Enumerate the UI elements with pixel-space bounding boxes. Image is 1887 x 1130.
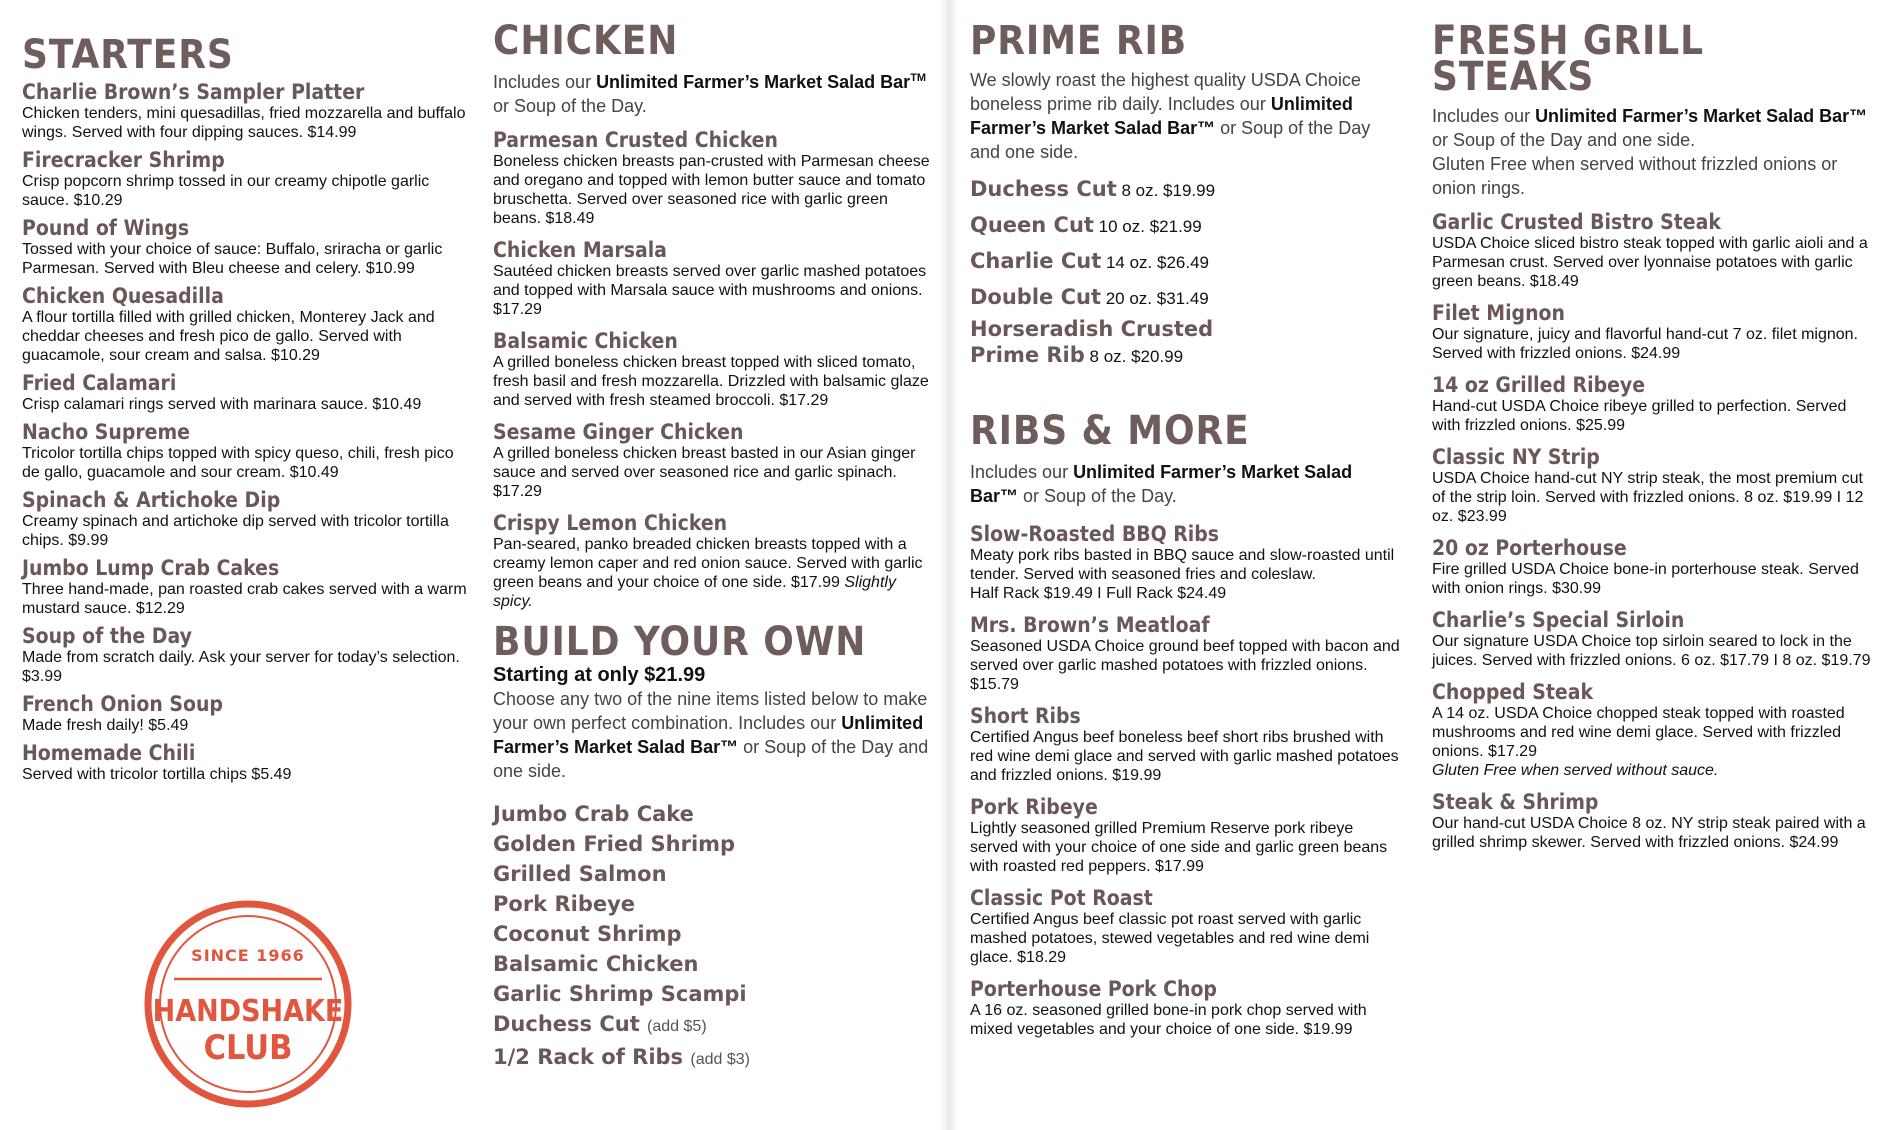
prime-rib-title: PRIME RIB — [970, 18, 1188, 64]
byo-item: Duchess Cut (add $5) — [493, 1012, 707, 1036]
prime-rib-cut: Double Cut 20 oz. $31.49 — [970, 285, 1209, 309]
byo-intro: Choose any two of the nine items listed below to make your own perfect combination. Includes our Unlimited Farmer’s Market Salad Bar™ or Soup of the Day and one side. — [493, 689, 929, 781]
menu-item — [1432, 445, 1877, 526]
prime-rib-cuts — [970, 172, 1400, 316]
menu-item-description: Certified Angus beef classic pot roast served with garlic mashed potatoes, stewed vegetables and red wine demi glace. $18.29 — [970, 911, 1370, 966]
byo-item: Jumbo Crab Cake — [493, 802, 694, 826]
menu-item-name: 14 oz Grilled Ribeye — [1432, 373, 1646, 397]
menu-item-name: Short Ribs — [970, 704, 1081, 728]
stamp-line1: HANDSHAKE — [152, 994, 344, 1029]
menu-item — [493, 511, 938, 611]
prime-rib-cut: Charlie Cut 14 oz. $26.49 — [970, 249, 1210, 273]
steaks-column — [1432, 20, 1877, 862]
menu-item — [970, 977, 1400, 1039]
menu-item-description: Seasoned USDA Choice ground beef topped with bacon and served over garlic mashed potatoes with frizzled onions. $15.79 — [970, 638, 1400, 693]
menu-item — [493, 329, 938, 410]
menu-item — [970, 795, 1400, 876]
menu-item-description: Lightly seasoned grilled Premium Reserve pork ribeye served with your choice of one side and garlic green beans with roasted red peppers. $17.99 — [970, 820, 1388, 875]
menu-item-name: Charlie’s Special Sirloin — [1432, 608, 1685, 632]
menu-item-description: Crisp calamari rings served with marinara sauce. $10.49 — [22, 396, 422, 413]
menu-item-name: Crispy Lemon Chicken — [493, 511, 728, 535]
horseradish-name-1: Horseradish Crusted — [970, 317, 1214, 341]
menu-item-name: Jumbo Lump Crab Cakes — [22, 556, 280, 580]
menu-item-name: Spinach & Artichoke Dip — [22, 488, 281, 512]
menu-item-description: A grilled boneless chicken breast topped with sliced tomato, fresh basil and fresh mozzarella. Drizzled with balsamic glaze and served with fresh steamed broccoli. $17.29 — [493, 354, 929, 409]
menu-item-name: Nacho Supreme — [22, 420, 190, 444]
prime-rib-column — [970, 20, 1400, 1049]
menu-item — [1432, 536, 1877, 598]
byo-title: BUILD YOUR OWN — [493, 619, 867, 665]
menu-item — [22, 556, 467, 618]
byo-item: 1/2 Rack of Ribs (add $3) — [493, 1045, 750, 1069]
menu-item — [1432, 210, 1877, 291]
menu-item-name: Filet Mignon — [1432, 301, 1565, 325]
steaks-gluten-note: Gluten Free when served without frizzled onions or onion rings. — [1432, 154, 1838, 198]
menu-item-description: USDA Choice hand-cut NY strip steak, the most premium cut of the strip loin. Served with frizzled onions. 8 oz. $19.99 I 12 oz. $23.99 — [1432, 470, 1864, 525]
menu-item-description: Served with tricolor tortilla chips $5.49 — [22, 766, 292, 783]
menu-item-name: Mrs. Brown’s Meatloaf — [970, 613, 1210, 637]
menu-item-description: Tricolor tortilla chips topped with spicy queso, chili, fresh pico de gallo, guacamole and sour cream. $10.49 — [22, 445, 454, 481]
byo-item: Coconut Shrimp — [493, 922, 682, 946]
ribs-title: RIBS & MORE — [970, 408, 1250, 454]
menu-item — [22, 420, 467, 482]
prime-rib-cut: Duchess Cut 8 oz. $19.99 — [970, 177, 1216, 201]
chicken-column — [493, 20, 938, 1075]
menu-item-description: Hand-cut USDA Choice ribeye grilled to perfection. Served with frizzled onions. $25.99 — [1432, 398, 1847, 434]
menu-item-name: Slow-Roasted BBQ Ribs — [970, 522, 1220, 546]
byo-item: Pork Ribeye — [493, 892, 636, 916]
steaks-title-2: STEAKS — [1432, 54, 1595, 100]
menu-item — [1432, 608, 1877, 670]
menu-item-name: 20 oz Porterhouse — [1432, 536, 1627, 560]
menu-item — [22, 624, 467, 686]
menu-item-description: Made from scratch daily. Ask your server for today’s selection. $3.99 — [22, 649, 460, 685]
menu-item-description: Sautéed chicken breasts served over garlic mashed potatoes and topped with Marsala sauce with mushrooms and onions. $17.29 — [493, 263, 927, 318]
menu-item-description: Made fresh daily! $5.49 — [22, 717, 189, 734]
menu-item-description: A 16 oz. seasoned grilled bone-in pork chop served with mixed vegetables and your choice of one side. $19.99 — [970, 1002, 1367, 1038]
byo-item: Grilled Salmon — [493, 862, 667, 886]
menu-item-description: USDA Choice sliced bistro steak topped with garlic aioli and a Parmesan crust. Served over lyonnaise potatoes with garlic green beans. $18.49 — [1432, 235, 1868, 290]
chicken-title: CHICKEN — [493, 18, 679, 64]
menu-item-description: Our signature USDA Choice top sirloin seared to lock in the juices. Served with frizzled onions. 6 oz. $17.79 I 8 oz. $19.79 — [1432, 633, 1871, 669]
steaks-list — [1432, 210, 1877, 852]
ribs-intro: Includes our Unlimited Farmer’s Market Salad Bar™ or Soup of the Day. — [970, 462, 1353, 506]
menu-item-prices: Half Rack $19.49 I Full Rack $24.49 — [970, 585, 1227, 602]
chicken-list — [493, 128, 938, 611]
steaks-title-1: FRESH GRILL — [1432, 18, 1704, 64]
menu-item — [22, 284, 467, 365]
prime-rib-intro: We slowly roast the highest quality USDA Choice boneless prime rib daily. Includes our Unlimited Farmer’s Market Salad Bar™ or Soup of the Day and one side. — [970, 70, 1371, 162]
menu-item-description: Certified Angus beef boneless beef short ribs brushed with red wine demi glace and served with garlic mashed potatoes and frizzled onions. $19.99 — [970, 729, 1399, 784]
menu-item-name: Steak & Shrimp — [1432, 790, 1599, 814]
chicken-intro: Includes our Unlimited Farmer’s Market Salad Bar™ or Soup of the Day. — [493, 72, 927, 116]
menu-item-name: Classic NY Strip — [1432, 445, 1600, 469]
steaks-intro: Includes our Unlimited Farmer’s Market Salad Bar™ or Soup of the Day and one side. — [1432, 106, 1868, 150]
menu-item-note: Slightly spicy. — [493, 574, 896, 610]
menu-item-name: Parmesan Crusted Chicken — [493, 128, 778, 152]
horseradish-line-2: Prime Rib 8 oz. $20.99 — [970, 343, 1184, 367]
menu-item-description: Fire grilled USDA Choice bone-in porterhouse steak. Served with onion rings. $30.99 — [1432, 561, 1859, 597]
menu-item-name: Pork Ribeye — [970, 795, 1098, 819]
byo-subtitle: Starting at only $21.99 — [493, 664, 706, 686]
menu-item — [970, 522, 1400, 603]
menu-item — [493, 128, 938, 228]
prime-rib-cut: Queen Cut 10 oz. $21.99 — [970, 213, 1202, 237]
menu-item-description: Three hand-made, pan roasted crab cakes served with a warm mustard sauce. $12.29 — [22, 581, 467, 617]
menu-item-name: Classic Pot Roast — [970, 886, 1153, 910]
menu-item-description: A 14 oz. USDA Choice chopped steak topped with roasted mushrooms and red wine demi glace. Served with frizzled onions. $17.29 Gluten Free when served without sauce. — [1432, 704, 1877, 780]
menu-item — [22, 80, 467, 142]
menu-item-description: Boneless chicken breasts pan-crusted with Parmesan cheese and oregano and topped with lemon butter sauce and tomato bruschetta. Served over seasoned rice with garlic green beans. $18.49 — [493, 153, 930, 227]
menu-item-name: Chopped Steak — [1432, 680, 1594, 704]
starters-list — [22, 80, 467, 784]
menu-item-description: Our signature, juicy and flavorful hand-cut 7 oz. filet mignon. Served with frizzled onions. $24.99 — [1432, 326, 1858, 362]
menu-item — [970, 704, 1400, 785]
menu-item-description: Our hand-cut USDA Choice 8 oz. NY strip steak paired with a grilled shrimp skewer. Served with frizzled onions. $24.99 — [1432, 815, 1866, 851]
byo-list — [493, 799, 938, 1075]
menu-item-name: Firecracker Shrimp — [22, 148, 225, 172]
menu-item-name: Sesame Ginger Chicken — [493, 420, 744, 444]
menu-item — [493, 238, 938, 319]
ribs-list — [970, 522, 1400, 1039]
menu-item-name: Fried Calamari — [22, 371, 177, 395]
menu-item — [1432, 790, 1877, 852]
handshake-club-stamp — [141, 897, 355, 1111]
starters-column — [22, 34, 467, 790]
menu-item-name: Chicken Marsala — [493, 238, 667, 262]
menu-item — [22, 741, 467, 784]
menu-item-description: A grilled boneless chicken breast basted in our Asian ginger sauce and served over seasoned rice and garlic spinach. $17.29 — [493, 445, 916, 500]
stamp-line2: CLUB — [203, 1028, 293, 1068]
menu-item-description: Tossed with your choice of sauce: Buffalo, sriracha or garlic Parmesan. Served with Bleu cheese and celery. $10.99 — [22, 241, 443, 277]
byo-item: Balsamic Chicken — [493, 952, 699, 976]
horseradish-item — [970, 316, 1400, 370]
page-fold — [939, 0, 957, 1130]
menu-item-name: Chicken Quesadilla — [22, 284, 224, 308]
starters-title: STARTERS — [22, 32, 234, 78]
menu-item — [22, 148, 467, 210]
menu-item — [493, 420, 938, 501]
menu-item-description: Creamy spinach and artichoke dip served with tricolor tortilla chips. $9.99 — [22, 513, 449, 549]
menu-item-name: Homemade Chili — [22, 741, 196, 765]
stamp-since: SINCE 1966 — [191, 946, 305, 965]
menu-item — [1432, 373, 1877, 435]
menu-item-name: Soup of the Day — [22, 624, 192, 648]
menu-item-description: Chicken tenders, mini quesadillas, fried mozzarella and buffalo wings. Served with four dipping sauces. $14.99 — [22, 105, 466, 141]
menu-item — [970, 613, 1400, 694]
menu-item — [1432, 680, 1877, 780]
menu-item — [22, 488, 467, 550]
menu-item-name: Charlie Brown’s Sampler Platter — [22, 80, 365, 104]
menu-item-note: Gluten Free when served without sauce. — [1432, 762, 1719, 779]
menu-item-description: A flour tortilla filled with grilled chicken, Monterey Jack and cheddar cheeses and fresh pico de gallo. Served with guacamole, sour cream and salsa. $10.29 — [22, 309, 435, 364]
byo-item: Golden Fried Shrimp — [493, 832, 736, 856]
menu-item — [970, 886, 1400, 967]
menu-item-description: Pan-seared, panko breaded chicken breasts topped with a creamy lemon caper and red onion sauce. Served with garlic green beans and your choice of one side. $17.99 Slightly spicy. — [493, 536, 923, 610]
menu-item — [22, 371, 467, 414]
menu-item-name: Garlic Crusted Bistro Steak — [1432, 210, 1721, 234]
menu-item-name: Porterhouse Pork Chop — [970, 977, 1217, 1001]
menu-item — [1432, 301, 1877, 363]
menu-item-name: Pound of Wings — [22, 216, 190, 240]
menu-item — [22, 216, 467, 278]
menu-item-description: Crisp popcorn shrimp tossed in our creamy chipotle garlic sauce. $10.29 — [22, 173, 430, 209]
menu-item-name: French Onion Soup — [22, 692, 223, 716]
menu-item-name: Balsamic Chicken — [493, 329, 678, 353]
menu-item-description: Meaty pork ribs basted in BBQ sauce and slow-roasted until tender. Served with seasoned fries and coleslaw. — [970, 547, 1395, 583]
byo-item: Garlic Shrimp Scampi — [493, 982, 747, 1006]
menu-item — [22, 692, 467, 735]
